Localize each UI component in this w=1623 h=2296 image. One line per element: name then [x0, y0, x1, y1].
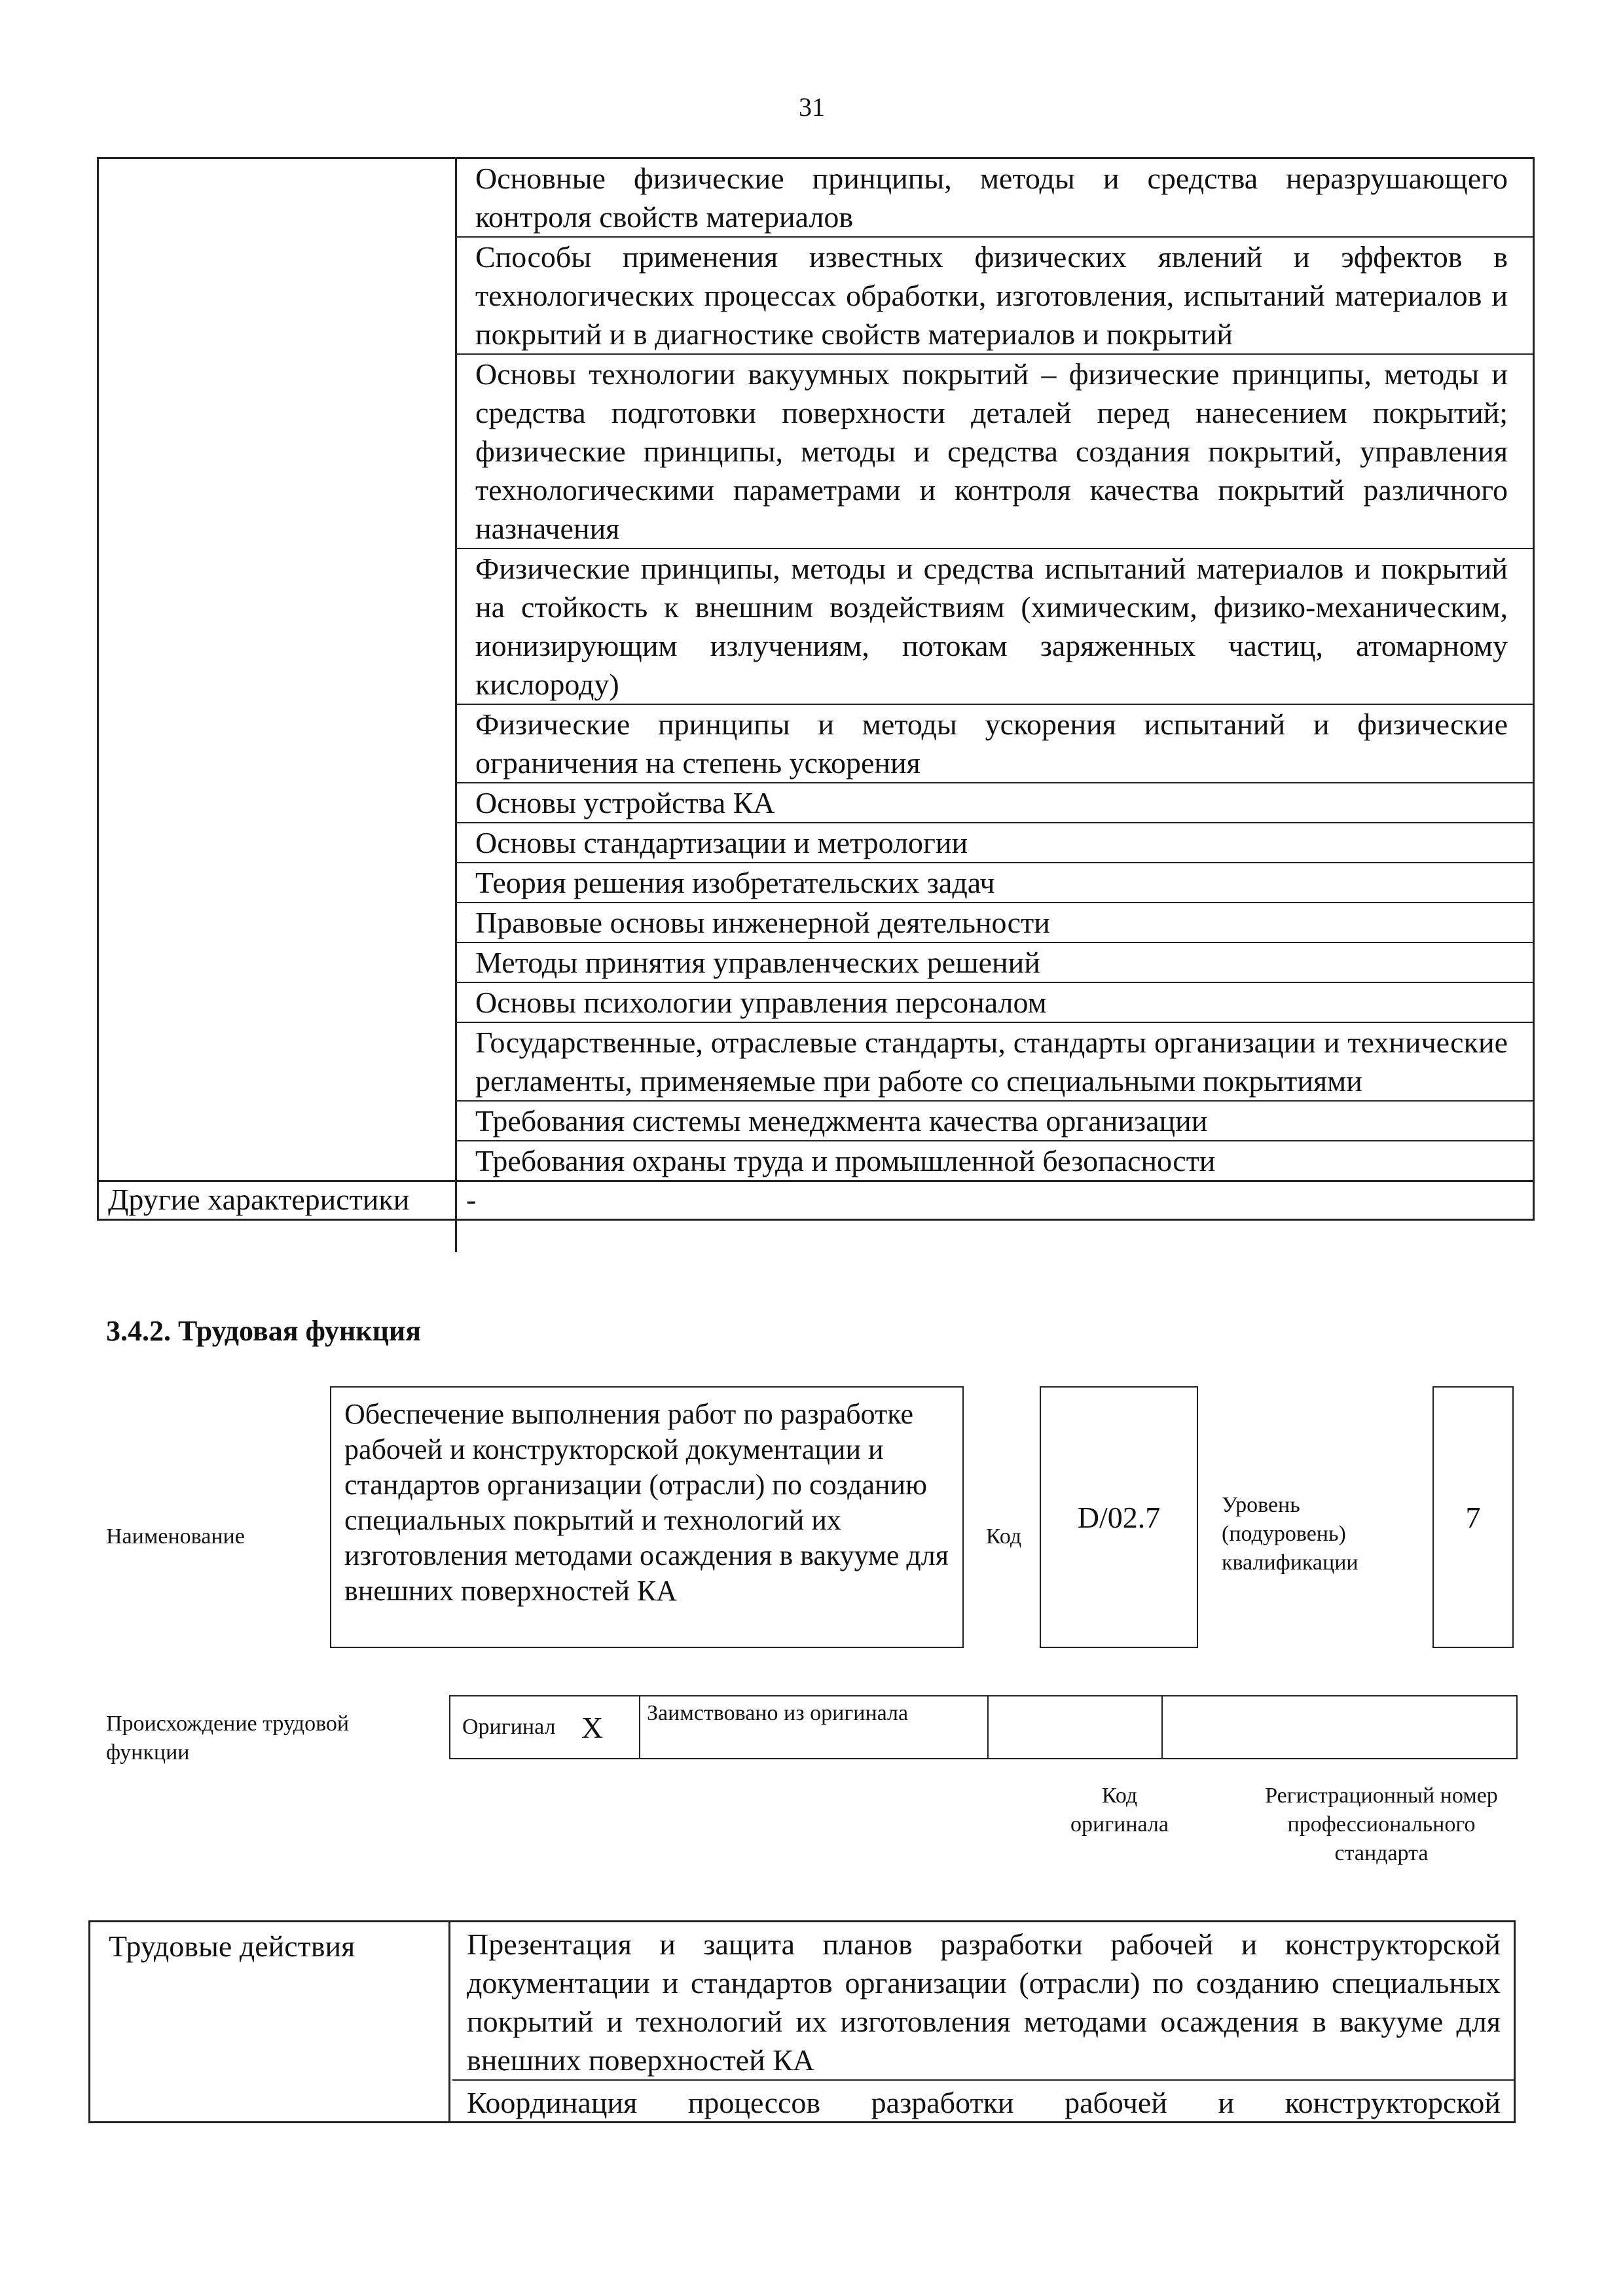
original-code-cell — [989, 1696, 1163, 1758]
table-row: Требования системы менеджмента качества организации — [457, 1102, 1533, 1141]
name-label: Наименование — [106, 1524, 245, 1549]
table-row: Основы стандартизации и метрологии — [457, 823, 1533, 863]
registration-number-cell — [1163, 1696, 1516, 1758]
knowledge-table — [97, 157, 1535, 1221]
borrowed-label: Заимствовано из оригинала — [640, 1696, 989, 1758]
table-row: Презентация и защита планов разработки рабочей и конструкторской документации и стандартов организации (отрасли) по созданию специальных покрытий и технологий их изготовления методами осаждения в вакууме для внешних поверхностей КА — [452, 1922, 1514, 2081]
original-label: Оригинал — [462, 1715, 556, 1739]
table-row: Способы применения известных физических явлений и эффектов в технологических процессах обработки, изготовления, испытаний материалов и покрытий и в диагностике свойств материалов и покрытий — [457, 238, 1533, 355]
knowledge-label-cell — [99, 159, 457, 1252]
original-code-caption: Код оригинала — [1070, 1784, 1169, 1837]
origin-label: Происхождение трудовой функции — [106, 1712, 350, 1765]
original-mark: X — [581, 1696, 640, 1758]
table-row: Методы принятия управленческих решений — [457, 943, 1533, 983]
table-row: Координация процессов разработки рабочей и конструкторской — [467, 2086, 1501, 2119]
table-row: Физические принципы, методы и средства испытаний материалов и покрытий на стойкость к внешним воздействиям (химическим, физико-механическим, ионизирующим излучениям, потокам заряженных частиц, атомарному кислороду) — [457, 549, 1533, 705]
level-label: Уровень (подуровень) квалификации — [1222, 1493, 1359, 1575]
labor-actions-table — [88, 1920, 1516, 2123]
table-row: Основы психологии управления персоналом — [457, 983, 1533, 1023]
origin-table — [449, 1695, 1518, 1759]
table-row: Требования охраны труда и промышленной безопасности — [475, 1144, 1216, 1177]
code-label: Код — [985, 1524, 1022, 1549]
function-code: D/02.7 — [1040, 1386, 1198, 1648]
table-row: Физические принципы и методы ускорения испытаний и физические ограничения на степень ускорения — [457, 705, 1533, 783]
table-row: Государственные, отраслевые стандарты, стандарты организации и технические регламенты, применяемые при работе со специальными покрытиями — [457, 1023, 1533, 1102]
registration-number-caption: Регистрационный номер профессионального стандарта — [1265, 1784, 1498, 1865]
knowledge-rows — [457, 159, 1533, 1180]
page-number: 31 — [799, 92, 825, 122]
other-characteristics-label: Другие характеристики — [99, 1182, 457, 1219]
table-row: Правовые основы инженерной деятельности — [457, 903, 1533, 943]
table-row: Основные физические принципы, методы и средства неразрушающего контроля свойств материалов — [457, 159, 1533, 238]
section-title: 3.4.2. Трудовая функция — [106, 1315, 422, 1347]
function-name: Обеспечение выполнения работ по разработке рабочей и конструкторской документации и стандартов организации (отрасли) по созданию специальных покрытий и технологий их изготовления методами осаждения в вакууме для внешних поверхностей КА — [330, 1386, 964, 1648]
qualification-level: 7 — [1432, 1386, 1514, 1648]
table-row: Основы устройства КА — [457, 783, 1533, 823]
table-row: Основы технологии вакуумных покрытий – физические принципы, методы и средства подготовки поверхности деталей перед нанесением покрытий; физические принципы, методы и средства создания покрытий, управления технологическими параметрами и контроля качества покрытий различного назначения — [457, 355, 1533, 549]
labor-actions-label: Трудовые действия — [90, 1922, 450, 2121]
labor-actions-rows — [452, 1922, 1514, 2121]
table-row: Теория решения изобретательских задач — [457, 863, 1533, 903]
other-characteristics-value: - — [466, 1183, 477, 1216]
